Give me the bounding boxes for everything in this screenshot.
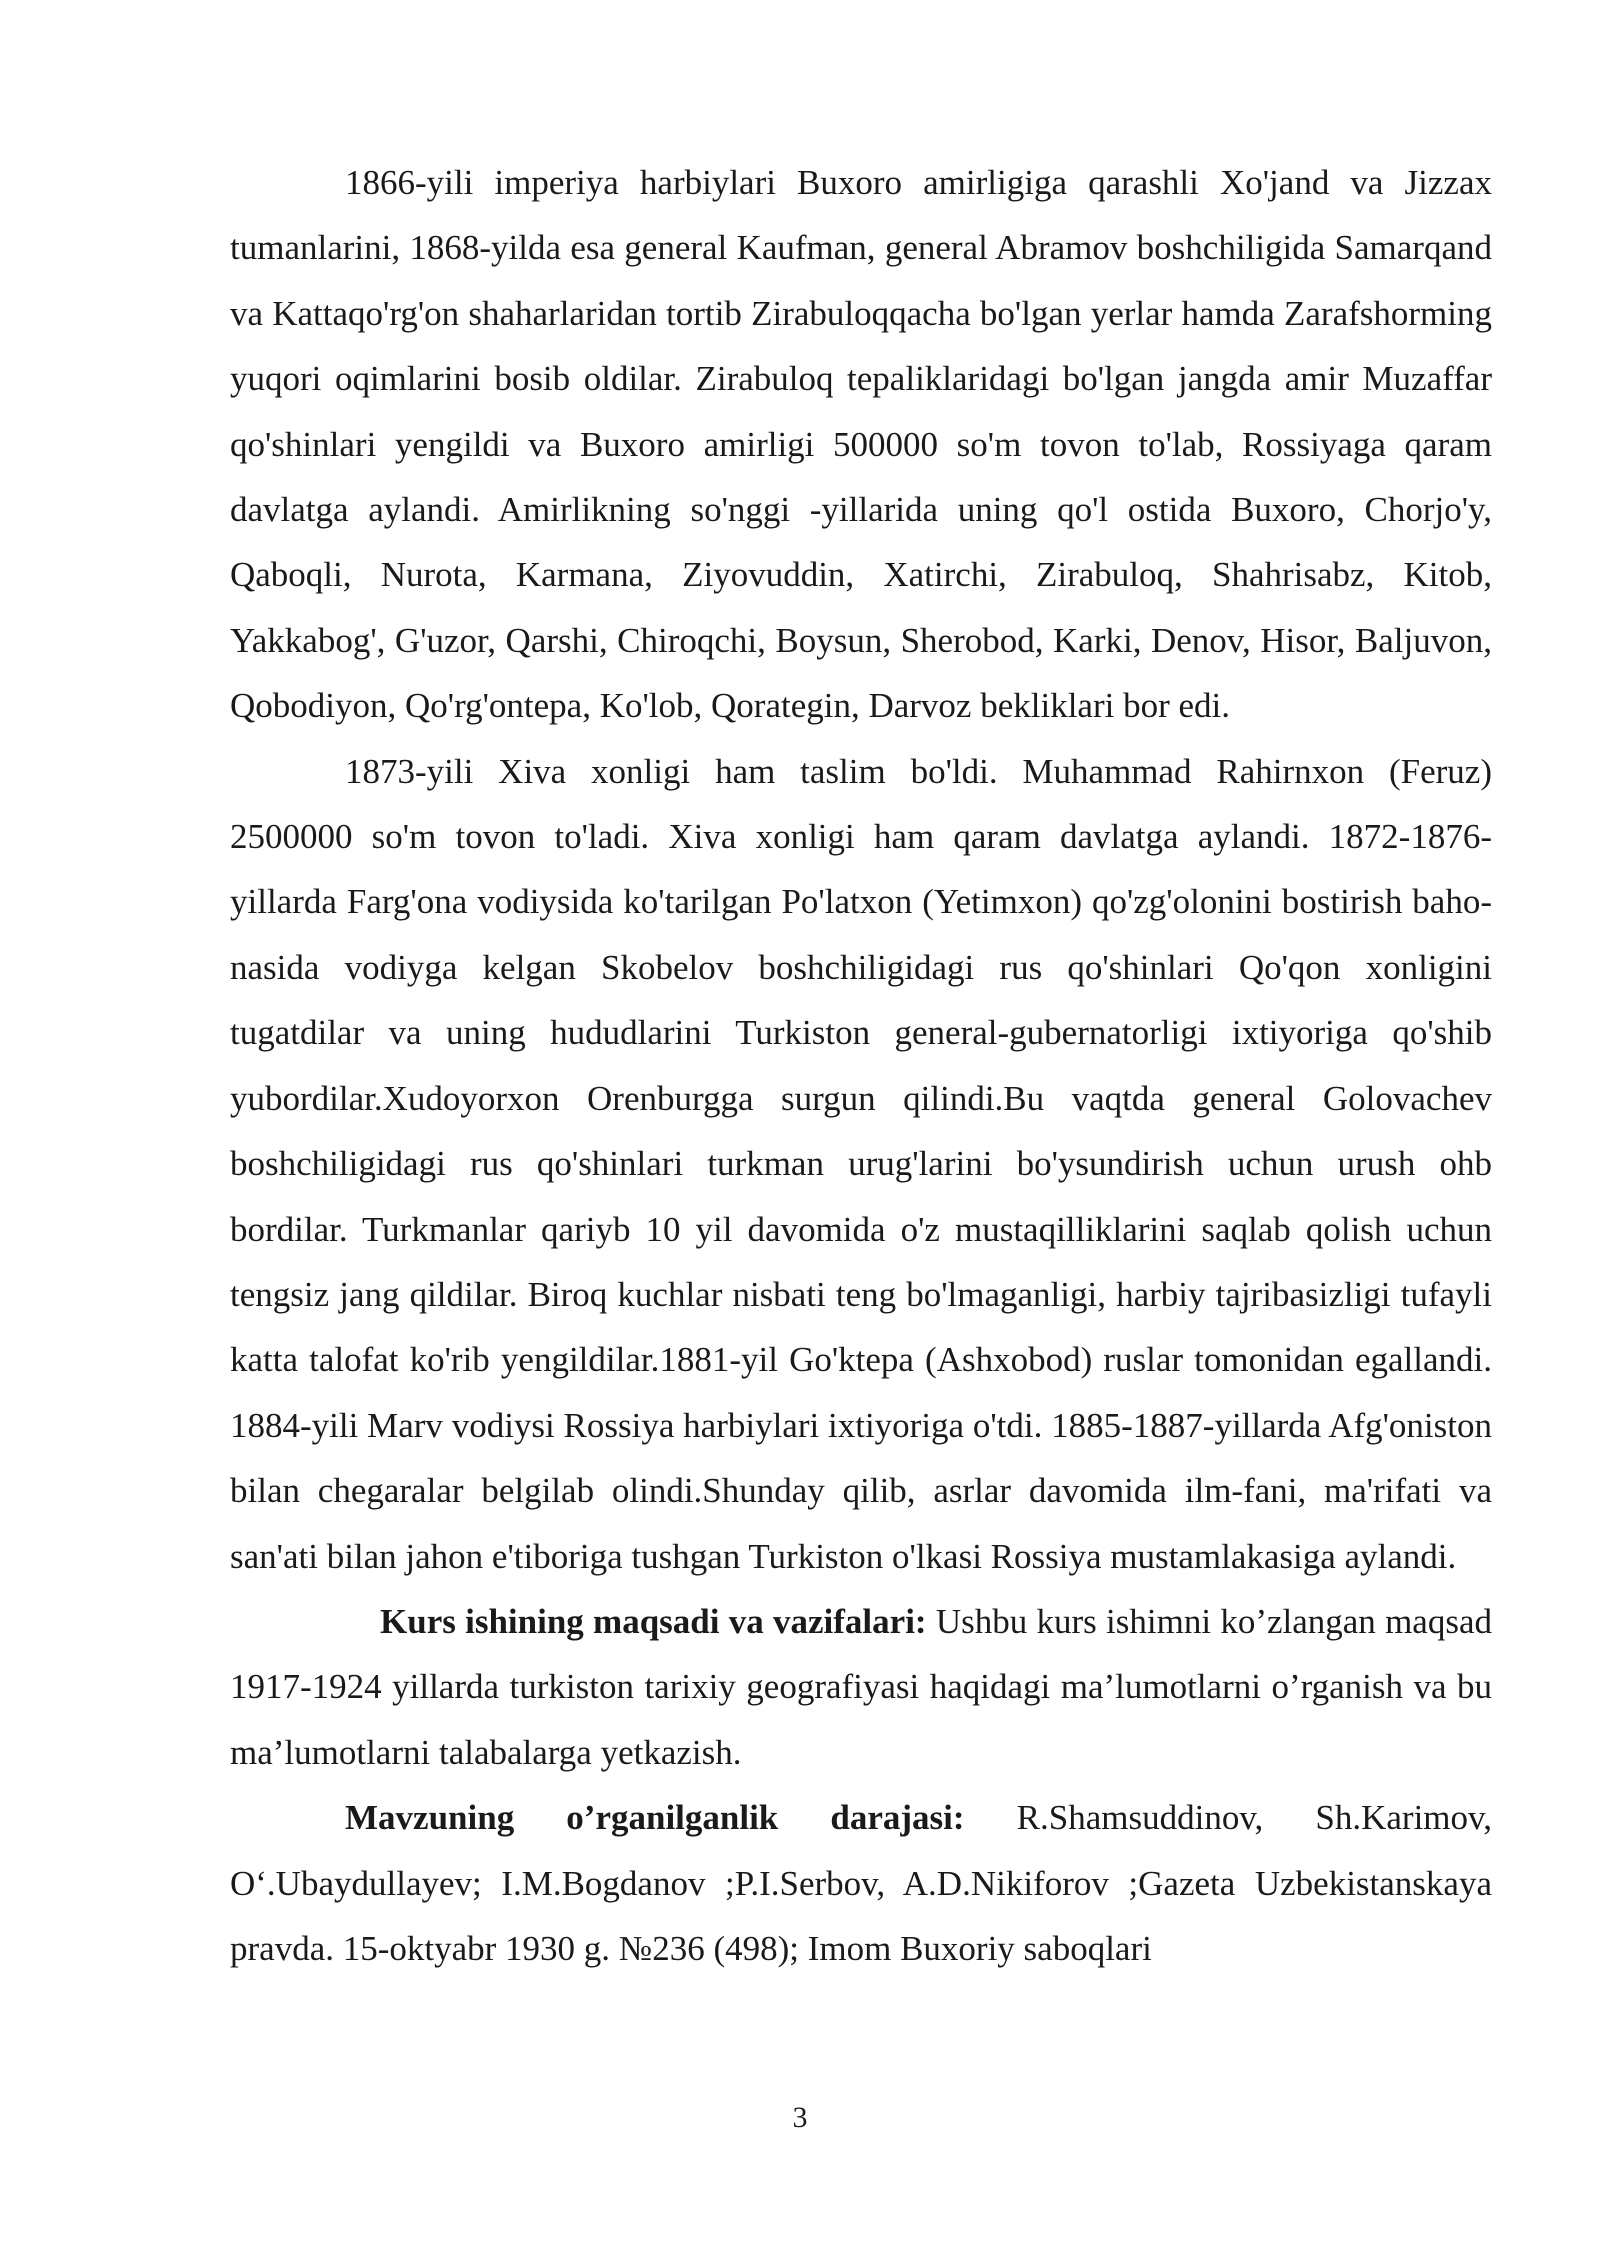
paragraph-khiva-surrender bbox=[230, 739, 1492, 1589]
paragraph-literature-review bbox=[230, 1785, 1492, 1981]
paragraph-course-goals bbox=[230, 1589, 1492, 1785]
paragraph-text: 1866-yili imperiya harbiylari Buxoro amirligiga qarashli Xo'jand va Jizzax tumanlarini, 1868-yilda esa general Kaufman, general Abramov boshchiligida Samarqand va Kattaqo'rg'on shaharlaridan tortib Zirabuloqqacha bo'lgan yerlar hamda Zarafshorming yuqori oqimlarini bosib oldilar. Zirabuloq tepaliklaridagi bo'lgan jangda amir Muzaffar qo'shinlari yengildi va Buxoro amirligi 500000 so'm tovon to'lab, Rossiyaga qaram davlatga aylandi. Amirlikning so'nggi -yillarida uning qo'l ostida Buxoro, Chorjo'y, Qaboqli, Nurota, Karmana, Ziyovuddin, Xatirchi, Zirabuloq, Shahrisabz, Kitob, Yakkabog', G'uzor, Qarshi, Chiroqchi, Boysun, Sherobod, Karki, Denov, Hisor, Baljuvon, Qobodiyon, Qo'rg'ontepa, Ko'lob, Qorategin, Darvoz bekliklari bor edi. bbox=[230, 163, 1492, 726]
body-text bbox=[230, 150, 1492, 1981]
page-number: 3 bbox=[792, 2101, 808, 2134]
paragraph-text: 1873-yili Xiva xonligi ham taslim bo'ldi. Muhammad Rahirnxon (Feruz) 2500000 so'm tovon to'ladi. Xiva xonligi ham qaram davlatga aylandi. 1872-1876-yillarda Farg'ona vodiysida ko'tarilgan Po'latxon (Yetimxon) qo'zg'olonini bostirish baho-nasida vodiyga kelgan Skobelov boshchiligidagi rus qo'shinlari Qo'qon xonligini tugatdilar va uning hududlarini Turkiston general-gubernatorligi ixtiyoriga qo'shib yubordilar.Xudoyorxon Orenburgga surgun qilindi.Bu vaqtda general Golovachev boshchiligidagi rus qo'shinlari turkman urug'larini bo'ysundirish uchun urush ohb bordilar. Turkmanlar qariyb 10 yil davomida o'z mustaqilliklarini saqlab qolish uchun tengsiz jang qildilar. Biroq kuchlar nisbati teng bo'lmaganligi, harbiy tajribasizligi tufayli katta talofat ko'rib yengildilar.1881-yil Go'ktepa (Ashxobod) ruslar tomonidan egallandi. 1884-yili Marv vodiysi Rossiya harbiylari ixtiyoriga o'tdi. 1885-1887-yillarda Afg'oniston bilan chegaralar belgilab olindi.Shunday qilib, asrlar davomida ilm-fani, ma'rifati va san'ati bilan jahon e'tiboriga tushgan Turkiston o'lkasi Rossiya mustamlakasiga aylandi. bbox=[230, 751, 1492, 1576]
paragraph-lead-heading: Mavzuning o’rganilganlik darajasi: bbox=[345, 1798, 965, 1838]
paragraph-bukhara-conquest bbox=[230, 150, 1492, 739]
paragraph-text: R.Shamsuddinov, Sh.Karimov, O‘.Ubaydullayev; I.M.Bogdanov ;P.I.Serbov, A.D.Nikiforov ;Gazeta Uzbekistanskaya pravda. 15-oktyabr 1930 g. №236 (498); Imom Buxoriy saboqlari bbox=[230, 1798, 1493, 1968]
paragraph-lead-heading: Kurs ishining maqsadi va vazifalari: bbox=[380, 1601, 927, 1641]
paragraph-text: Ushbu kurs ishimni ko’zlangan maqsad 1917-1924 yillarda turkiston tarixiy geografiyasi haqidagi ma’lumotlarni o’rganish va bu ma’lumotlarni talabalarga yetkazish. bbox=[230, 1601, 1492, 1772]
